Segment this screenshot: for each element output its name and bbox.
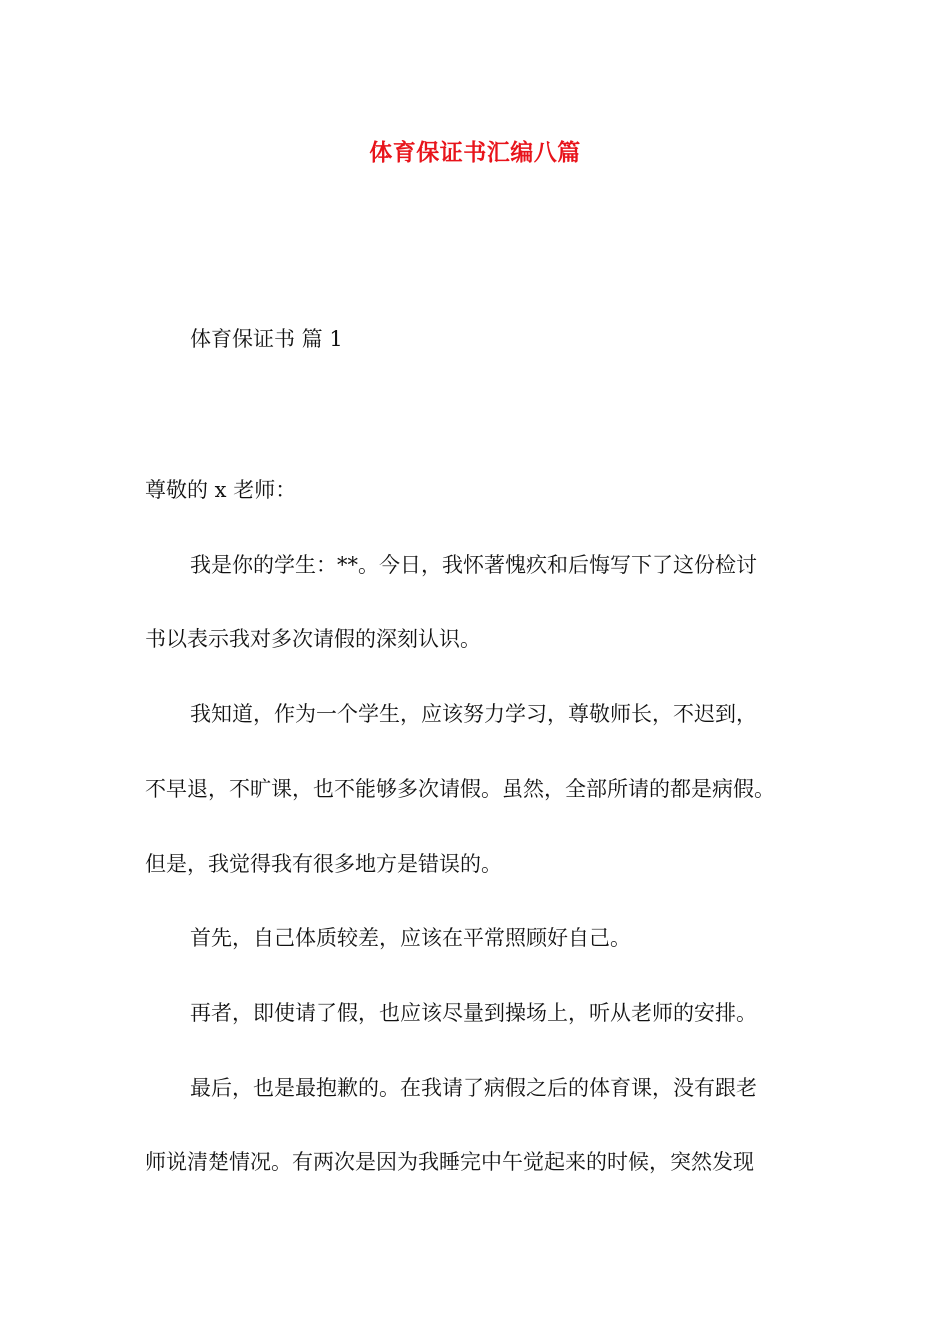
- paragraph-line: 但是，我觉得我有很多地方是错误的。: [145, 852, 502, 876]
- salutation: 尊敬的 x 老师：: [145, 478, 297, 502]
- section-heading: 体育保证书 篇 1: [190, 327, 343, 351]
- paragraph-line: 我知道，作为一个学生，应该努力学习，尊敬师长，不迟到，: [190, 702, 757, 726]
- paragraph-line: 书以表示我对多次请假的深刻认识。: [145, 627, 481, 651]
- paragraph-line: 首先，自己体质较差，应该在平常照顾好自己。: [190, 926, 631, 950]
- document-title: 体育保证书汇编八篇: [369, 139, 581, 166]
- paragraph-line: 最后，也是最抱歉的。在我请了病假之后的体育课，没有跟老: [190, 1076, 757, 1100]
- paragraph-line: 不早退，不旷课，也不能够多次请假。虽然，全部所请的都是病假。: [145, 777, 775, 801]
- paragraph-line: 师说清楚情况。有两次是因为我睡完中午觉起来的时候，突然发现: [145, 1150, 754, 1174]
- paragraph-line: 再者，即使请了假，也应该尽量到操场上，听从老师的安排。: [190, 1001, 757, 1025]
- paragraph-line: 我是你的学生：**。今日，我怀著愧疚和后悔写下了这份检讨: [190, 553, 757, 577]
